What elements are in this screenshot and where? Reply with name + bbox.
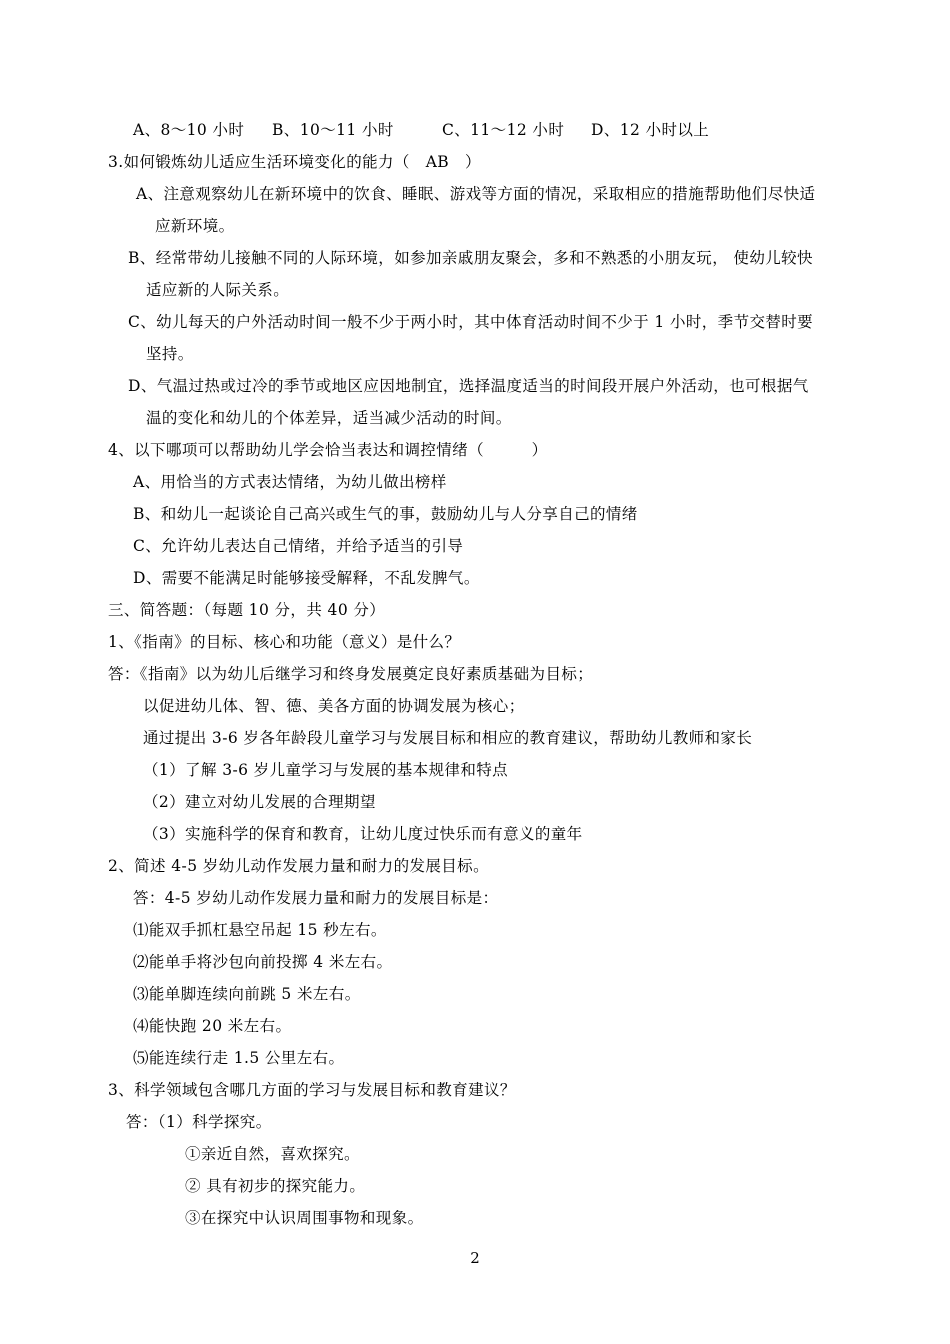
sq2-answer-intro: 答：4-5 岁幼儿动作发展力量和耐力的发展目标是：: [133, 889, 499, 907]
q3-stem: 3.如何锻炼幼儿适应生活环境变化的能力（ AB ）: [108, 153, 481, 171]
q4-stem: 4、以下哪项可以帮助幼儿学会恰当表达和调控情绪（ ）: [108, 441, 548, 459]
q4-option-b: B、和幼儿一起谈论自己高兴或生气的事，鼓励幼儿与人分享自己的情绪: [133, 505, 638, 523]
q4-option-c: C、允许幼儿表达自己情绪，并给予适当的引导: [133, 537, 464, 555]
q3-option-b-line2: 适应新的人际关系。: [146, 281, 290, 299]
sq3-item: ①亲近自然，喜欢探究。: [185, 1145, 360, 1163]
sq1-answer-line6: （3）实施科学的保育和教育，让幼儿度过快乐而有意义的童年: [143, 825, 583, 843]
q3-option-c-line1: C、幼儿每天的户外活动时间一般不少于两小时，其中体育活动时间不少于 1 小时，季节交替时要: [128, 313, 814, 331]
sq3-item: ③在探究中认识周围事物和现象。: [185, 1209, 424, 1227]
page-number: 2: [470, 1249, 480, 1267]
q4-option-a: A、用恰当的方式表达情绪，为幼儿做出榜样: [133, 473, 447, 491]
sq2-item: ⑶能单脚连续向前跳 5 米左右。: [133, 985, 361, 1003]
sq3-item: ② 具有初步的探究能力。: [185, 1177, 366, 1195]
sq1-question: 1、《指南》的目标、核心和功能（意义）是什么？: [108, 633, 461, 651]
sq1-answer-line4: （1）了解 3-6 岁儿童学习与发展的基本规律和特点: [143, 761, 509, 779]
q2-option-d: D、12 小时以上: [591, 121, 710, 139]
sq1-answer-line2: 以促进幼儿体、智、德、美各方面的协调发展为核心；: [143, 697, 525, 715]
sq1-answer-line3: 通过提出 3-6 岁各年龄段儿童学习与发展目标和相应的教育建议，帮助幼儿教师和家长: [143, 729, 753, 747]
q3-option-a-line1: A、注意观察幼儿在新环境中的饮食、睡眠、游戏等方面的情况，采取相应的措施帮助他们尽快适: [136, 185, 816, 203]
q3-option-d-line2: 温的变化和幼儿的个体差异，适当减少活动的时间。: [146, 409, 512, 427]
q3-option-b-line1: B、经常带幼儿接触不同的人际环境，如参加亲戚朋友聚会，多和不熟悉的小朋友玩， 使幼儿较快: [128, 249, 813, 267]
section-heading: 三、简答题：（每题 10 分，共 40 分）: [108, 601, 386, 619]
sq1-answer-line1: 答：《指南》以为幼儿后继学习和终身发展奠定良好素质基础为目标；: [108, 665, 594, 683]
q2-option-c: C、11～12 小时: [442, 121, 565, 139]
q2-option-b: B、10～11 小时: [272, 121, 394, 139]
sq1-answer-line5: （2）建立对幼儿发展的合理期望: [143, 793, 376, 811]
sq3-answer-intro: 答：（1）科学探究。: [126, 1113, 272, 1131]
q3-option-c-line2: 坚持。: [146, 345, 194, 363]
sq3-question: 3、科学领域包含哪几方面的学习与发展目标和教育建议？: [108, 1081, 516, 1099]
sq2-question: 2、简述 4-5 岁幼儿动作发展力量和耐力的发展目标。: [108, 857, 489, 875]
sq2-item: ⑴能双手抓杠悬空吊起 15 秒左右。: [133, 921, 387, 939]
sq2-item: ⑷能快跑 20 米左右。: [133, 1017, 292, 1035]
sq2-item: ⑸能连续行走 1.5 公里左右。: [133, 1049, 345, 1067]
sq2-item: ⑵能单手将沙包向前投掷 4 米左右。: [133, 953, 393, 971]
q4-option-d: D、需要不能满足时能够接受解释，不乱发脾气。: [133, 569, 480, 587]
q2-option-a: A、8～10 小时: [133, 121, 245, 139]
q3-option-a-line2: 应新环境。: [155, 217, 235, 235]
q3-option-d-line1: D、气温过热或过冷的季节或地区应因地制宜，选择温度适当的时间段开展户外活动，也可根据气: [128, 377, 809, 395]
